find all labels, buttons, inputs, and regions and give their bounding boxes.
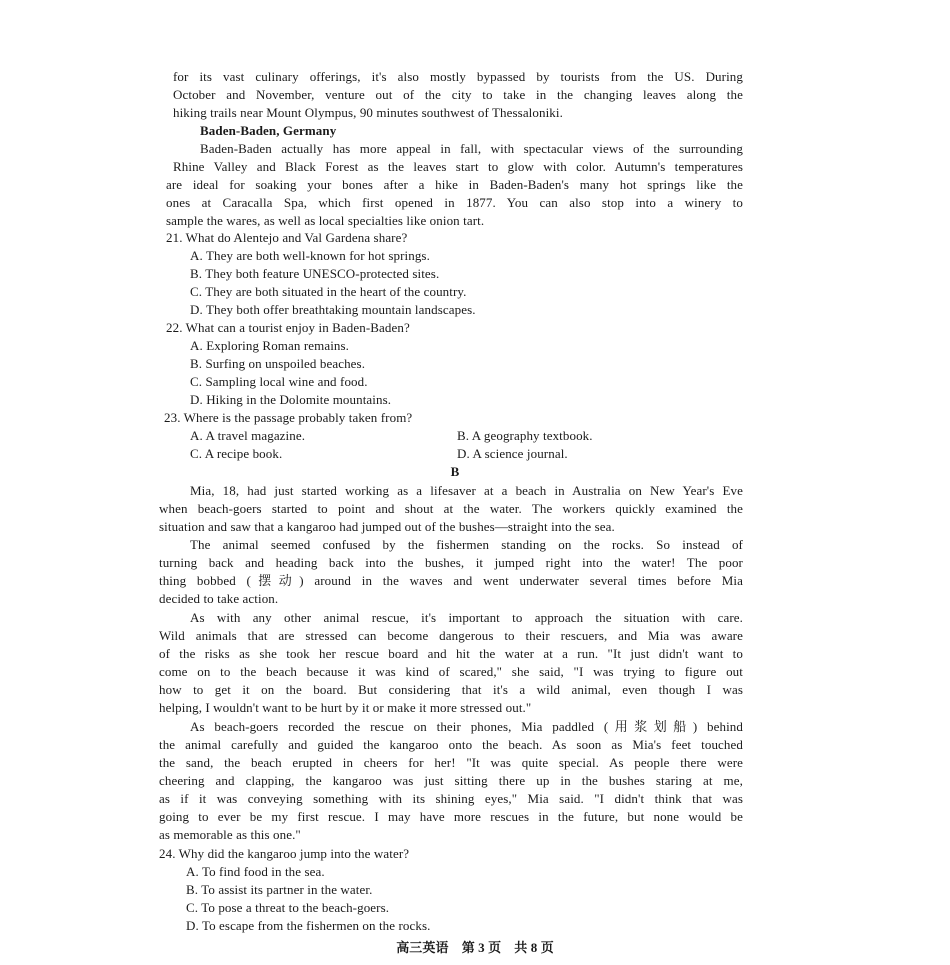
- passage-line: turning back and heading back into the bushes, it jumped right into the water! The poor: [159, 555, 743, 570]
- passage-line: as if it was conveying something with its shining eyes," Mia said. "I didn't think that was: [159, 791, 743, 806]
- answer-option: A. To find food in the sea.: [186, 864, 325, 879]
- passage-line: for its vast culinary offerings, it's also mostly bypassed by tourists from the US. During: [173, 69, 743, 84]
- passage-line: Rhine Valley and Black Forest as the leaves start to glow with color. Autumn's temperatures: [173, 159, 743, 174]
- passage-line: going to ever be my first rescue. I may have more rescues in the future, but none would be: [159, 809, 743, 824]
- answer-option: B. Surfing on unspoiled beaches.: [190, 356, 366, 371]
- passage-line: decided to take action.: [159, 591, 279, 606]
- passage-line: hiking trails near Mount Olympus, 90 minutes southwest of Thessaloniki.: [173, 105, 563, 120]
- answer-option: B. They both feature UNESCO-protected sites.: [190, 266, 440, 281]
- answer-option: D. To escape from the fishermen on the rocks.: [186, 918, 431, 933]
- question-stem: 21. What do Alentejo and Val Gardena share?: [166, 230, 408, 245]
- answer-option: C. Sampling local wine and food.: [190, 374, 368, 389]
- passage-line: of the risks as she took her rescue board and hit the water at a run. "It just didn't want to: [159, 646, 743, 661]
- passage-line: situation and saw that a kangaroo had jumped out of the bushes—straight into the sea.: [159, 519, 615, 534]
- passage-line: The animal seemed confused by the fishermen standing on the rocks. So instead of: [190, 537, 743, 552]
- answer-option: D. Hiking in the Dolomite mountains.: [190, 392, 392, 407]
- answer-option: B. A geography textbook.: [457, 428, 593, 443]
- answer-option: C. They are both situated in the heart of the country.: [190, 284, 467, 299]
- passage-line: the animal carefully and guided the kangaroo onto the beach. As soon as Mia's feet touched: [159, 737, 743, 752]
- answer-option: B. To assist its partner in the water.: [186, 882, 373, 897]
- passage-line: cheering and clapping, the kangaroo was just sitting there up in the bushes staring at me,: [159, 773, 743, 788]
- section-heading: Baden-Baden, Germany: [200, 123, 337, 138]
- passage-line: how to get it on the board. But considering that it's a wild animal, even though I was: [159, 682, 743, 697]
- passage-line: sample the wares, as well as local specialties like onion tart.: [166, 213, 485, 228]
- answer-option: C. To pose a threat to the beach-goers.: [186, 900, 390, 915]
- answer-option: A. They are both well-known for hot springs.: [190, 248, 430, 263]
- answer-option: A. A travel magazine.: [190, 428, 306, 443]
- question-stem: 24. Why did the kangaroo jump into the water?: [159, 846, 410, 861]
- question-stem: 23. Where is the passage probably taken from?: [164, 410, 413, 425]
- passage-line: helping, I wouldn't want to be hurt by it or make it more stressed out.": [159, 700, 532, 715]
- question-stem: 22. What can a tourist enjoy in Baden-Baden?: [166, 320, 410, 335]
- passage-line: come on to the beach because it was kind of scared," she said, "I was trying to figure out: [159, 664, 743, 679]
- answer-option: A. Exploring Roman remains.: [190, 338, 350, 353]
- answer-option: C. A recipe book.: [190, 446, 283, 461]
- passage-line: as memorable as this one.": [159, 827, 301, 842]
- passage-line: when beach-goers started to point and shout at the water. The workers quickly examined the: [159, 501, 743, 516]
- answer-option: D. A science journal.: [457, 446, 568, 461]
- passage-line: As beach-goers recorded the rescue on their phones, Mia paddled (用浆划船) behind: [190, 719, 743, 734]
- passage-line: are ideal for soaking your bones after a hike in Baden-Baden's many hot springs like the: [166, 177, 743, 192]
- passage-line: Mia, 18, had just started working as a lifesaver at a beach in Australia on New Year's Eve: [190, 483, 743, 498]
- passage-line: the sand, the beach erupted in cheers for her! "It was quite special. As people there were: [159, 755, 743, 770]
- page-footer: 高三英语 第 3 页 共 8 页: [396, 940, 554, 955]
- passage-line: ones at Caracalla Spa, which first opened in 1877. You can also stop into a winery to: [166, 195, 743, 210]
- passage-line: October and November, venture out of the city to take in the changing leaves along the: [173, 87, 743, 102]
- passage-line: As with any other animal rescue, it's important to approach the situation with care.: [190, 610, 743, 625]
- answer-option: D. They both offer breathtaking mountain landscapes.: [190, 302, 476, 317]
- section-label: B: [450, 464, 460, 479]
- passage-line: Baden-Baden actually has more appeal in fall, with spectacular views of the surrounding: [200, 141, 743, 156]
- passage-line: Wild animals that are stressed can become dangerous to their rescuers, and Mia was aware: [159, 628, 743, 643]
- passage-line: thing bobbed (摆动) around in the waves and went underwater several times before Mia: [159, 573, 743, 588]
